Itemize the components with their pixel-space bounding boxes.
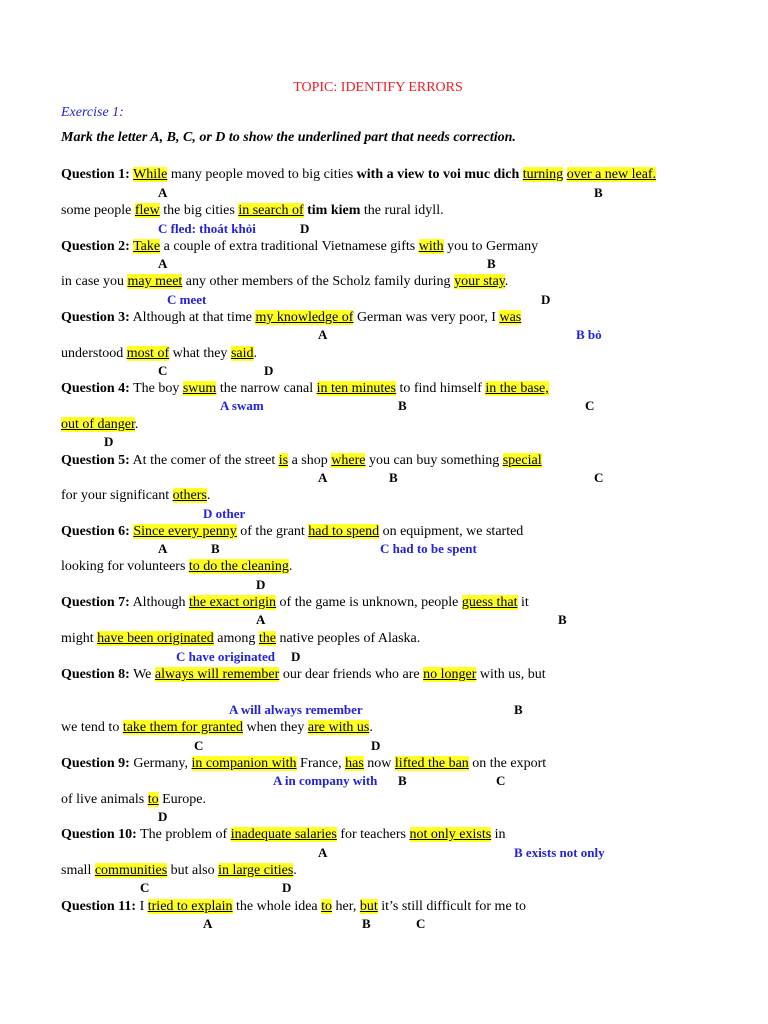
text: now — [363, 756, 395, 771]
underlined-option-c: but — [359, 899, 378, 914]
underlined-option-c: in the base, — [485, 381, 549, 396]
question-label: Question 10: — [61, 827, 137, 842]
text: when they — [242, 720, 308, 735]
underlined-option-b: in ten minutes — [316, 381, 396, 396]
underlined-option-d: to — [147, 792, 159, 807]
question-label: Question 3: — [61, 310, 130, 325]
underlined-option-c: had to spend — [308, 524, 380, 539]
underlined-option-a: tried to explain — [147, 899, 233, 914]
question-label: Question 1: — [61, 167, 130, 182]
underlined-option-a: inadequate salaries — [230, 827, 337, 842]
text: a shop — [288, 453, 332, 468]
underlined-option-d: the — [258, 631, 277, 646]
text: of the grant — [236, 524, 309, 539]
text: I — [136, 899, 148, 914]
text: German was very poor, I — [353, 310, 500, 325]
question-8-line-2 — [61, 719, 373, 737]
text: looking for volunteers — [61, 559, 189, 574]
question-label: Question 11: — [61, 899, 137, 914]
exercise-title: Exercise 1: — [61, 105, 124, 120]
underlined-option-b: was — [499, 310, 522, 325]
underlined-option-b: over a new leaf. — [566, 167, 657, 182]
marker-a: A — [158, 256, 168, 271]
text: . — [293, 863, 297, 878]
marker-b: B — [487, 256, 496, 271]
underlined-option-c: lifted the ban — [394, 756, 469, 771]
underlined-option-a: is — [278, 453, 289, 468]
underlined-option-a: Take — [133, 239, 161, 254]
text: it’s still difficult for me to — [377, 899, 527, 914]
marker-c: C — [416, 916, 426, 931]
marker-b: B — [594, 185, 603, 200]
question-6-line-2 — [61, 558, 292, 576]
text: what they — [169, 346, 231, 361]
text: native peoples of Alaska. — [276, 631, 421, 646]
question-5-line-1 — [61, 452, 542, 470]
text: on the export — [468, 756, 547, 771]
marker-d: D — [541, 292, 551, 307]
text: . — [134, 417, 139, 432]
marker-c-correction: C fled: thoát khỏi — [158, 221, 256, 236]
text: Although at that time — [129, 310, 256, 325]
text: among — [213, 631, 259, 646]
marker-c-correction: C had to be spent — [380, 541, 477, 556]
marker-b-correction: B bỏ — [576, 327, 602, 342]
underlined-option-c: have been originated — [97, 631, 214, 646]
question-4-line-1 — [61, 380, 549, 398]
underlined-option-b: not only exists — [409, 827, 492, 842]
text: At the comer of the street — [129, 453, 279, 468]
text: The boy — [129, 381, 183, 396]
marker-c: C — [496, 773, 506, 788]
text: the whole idea — [232, 899, 322, 914]
marker-c: C — [194, 738, 204, 753]
underlined-option-c: take them for granted — [122, 720, 243, 735]
underlined-option-b: no longer — [423, 667, 477, 682]
question-10-line-2 — [61, 862, 297, 880]
text: We — [129, 667, 155, 682]
marker-c-correction: C meet — [167, 292, 207, 307]
underlined-option-a: my knowledge of — [255, 310, 354, 325]
bold-phrase: with a view to voi muc dich — [356, 167, 520, 182]
marker-d: D — [291, 649, 301, 664]
question-2-line-1 — [61, 238, 538, 256]
text: small — [61, 863, 95, 878]
underlined-option-d: in search of — [238, 203, 304, 218]
marker-b: B — [362, 916, 371, 931]
underlined-option-b: to — [321, 899, 333, 914]
underlined-option-c: communities — [94, 863, 168, 878]
underlined-option-c: special — [502, 453, 542, 468]
question-label: Question 5: — [61, 453, 130, 468]
underlined-option-c: may meet — [127, 274, 183, 289]
question-7-line-2 — [61, 630, 420, 648]
marker-a: A — [318, 327, 328, 342]
marker-c: C — [140, 880, 150, 895]
underlined-option-d: out of danger — [61, 417, 135, 432]
bold-phrase: tim kiem — [307, 203, 361, 218]
text: . — [206, 488, 211, 503]
underlined-option-a: always will remember — [154, 667, 280, 682]
question-9-line-1 — [61, 755, 546, 773]
marker-d: D — [282, 880, 292, 895]
text: we tend to — [61, 720, 123, 735]
text: The problem of — [136, 827, 231, 842]
question-7-line-1 — [61, 594, 529, 612]
marker-d-correction: D other — [203, 506, 246, 521]
text: of the game is unknown, people — [276, 595, 462, 610]
question-label: Question 2: — [61, 239, 130, 254]
marker-d: D — [256, 577, 266, 592]
text: a couple of extra traditional Vietnamese gifts — [160, 239, 419, 254]
underlined-option-a-b: Since every penny — [133, 524, 237, 539]
marker-d: D — [300, 221, 310, 236]
text: Europe. — [158, 792, 207, 807]
text: you can buy something — [365, 453, 503, 468]
question-2-line-2 — [61, 273, 508, 291]
underlined-option-b: turning — [522, 167, 564, 182]
text: the rural idyll. — [360, 203, 444, 218]
text: some people — [61, 203, 135, 218]
question-1-line-1 — [61, 166, 656, 184]
question-label: Question 9: — [61, 756, 130, 771]
text: of live animals — [61, 792, 148, 807]
question-label: Question 6: — [61, 524, 130, 539]
text: on equipment, we started — [379, 524, 524, 539]
text: to find himself — [395, 381, 486, 396]
marker-a: A — [158, 541, 168, 556]
underlined-option-d: to do the cleaning — [188, 559, 289, 574]
text: our dear friends who are — [279, 667, 424, 682]
underlined-option-b: has — [345, 756, 364, 771]
question-10-line-1 — [61, 826, 506, 844]
text: might — [61, 631, 98, 646]
question-8-line-1 — [61, 666, 546, 684]
underlined-option-c: most of — [126, 346, 170, 361]
marker-c: C — [158, 363, 168, 378]
text: you to Germany — [443, 239, 539, 254]
text: for teachers — [336, 827, 410, 842]
marker-a: A — [203, 916, 213, 931]
question-6-line-1 — [61, 523, 523, 541]
underlined-option-d: your stay — [454, 274, 505, 289]
marker-a-correction: A will always remember — [229, 702, 363, 717]
question-3-line-2 — [61, 345, 257, 363]
marker-b: B — [514, 702, 523, 717]
underlined-option-d: are with us — [307, 720, 370, 735]
text: . — [369, 720, 373, 735]
question-label: Question 4: — [61, 381, 130, 396]
text: any other members of the Scholz family during — [182, 274, 455, 289]
question-3-line-1 — [61, 309, 521, 327]
marker-a: A — [318, 845, 328, 860]
marker-c: C — [585, 398, 595, 413]
underlined-option-b: guess that — [461, 595, 518, 610]
marker-c-correction: C have originated — [176, 649, 275, 664]
text: it — [517, 595, 529, 610]
text: for your significant — [61, 488, 173, 503]
marker-a: A — [158, 185, 168, 200]
question-1-line-2 — [61, 202, 444, 220]
underlined-option-a: While — [133, 167, 168, 182]
underlined-option-d: said — [230, 346, 254, 361]
question-11-line-1 — [61, 898, 526, 916]
page-title: TOPIC: IDENTIFY ERRORS — [293, 80, 463, 95]
question-9-line-2 — [61, 791, 206, 809]
text: Germany, — [129, 756, 192, 771]
question-5-line-2 — [61, 487, 210, 505]
text: but also — [167, 863, 219, 878]
marker-b: B — [389, 470, 398, 485]
underlined-option-a: swum — [182, 381, 217, 396]
text: the narrow canal — [216, 381, 317, 396]
text: in — [491, 827, 506, 842]
underlined-option-d: others — [172, 488, 207, 503]
marker-b: B — [398, 398, 407, 413]
marker-c: C — [594, 470, 604, 485]
text: . — [288, 559, 293, 574]
marker-b: B — [558, 612, 567, 627]
marker-a-correction: A swam — [220, 398, 264, 413]
marker-b-correction: B exists not only — [514, 845, 605, 860]
text: . — [504, 274, 509, 289]
marker-a: A — [256, 612, 266, 627]
marker-d: D — [371, 738, 381, 753]
text: the big cities — [159, 203, 239, 218]
marker-d: D — [264, 363, 274, 378]
instruction-text: Mark the letter A, B, C, or D to show the underlined part that needs correction. — [61, 130, 516, 145]
marker-b: B — [398, 773, 407, 788]
marker-a: A — [318, 470, 328, 485]
marker-d: D — [104, 434, 114, 449]
text: France, — [296, 756, 346, 771]
underlined-option-b: where — [331, 453, 366, 468]
text: many people moved to big cities — [167, 167, 357, 182]
marker-d: D — [158, 809, 168, 824]
question-label: Question 8: — [61, 667, 130, 682]
text: Although — [129, 595, 189, 610]
underlined-option-c: flew — [134, 203, 160, 218]
question-4-line-2 — [61, 416, 138, 434]
underlined-option-d: in large cities — [218, 863, 294, 878]
underlined-option-b: with — [418, 239, 444, 254]
underlined-option-a: in companion with — [191, 756, 297, 771]
text: . — [253, 346, 257, 361]
text: in case you — [61, 274, 128, 289]
text: with us, but — [476, 667, 546, 682]
text: her, — [332, 899, 360, 914]
marker-a-correction: A in company with — [273, 773, 378, 788]
underlined-option-a: the exact origin — [188, 595, 277, 610]
marker-b: B — [211, 541, 220, 556]
question-label: Question 7: — [61, 595, 130, 610]
text: understood — [61, 346, 127, 361]
